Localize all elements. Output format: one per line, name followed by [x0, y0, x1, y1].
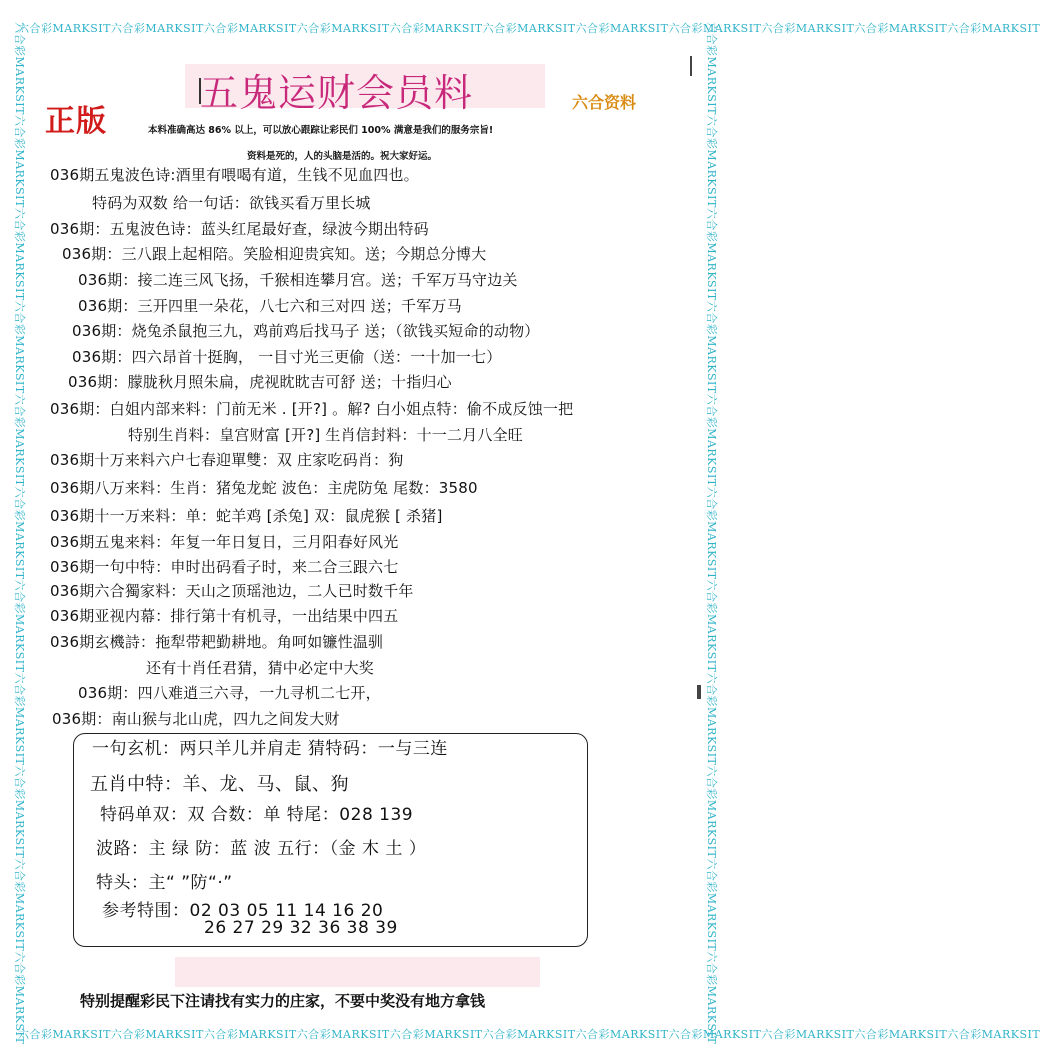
- text-line-15: 036期五鬼来料：年复一年日复日，三月阳春好风光: [50, 533, 399, 551]
- border-top-text: 六合彩MARKSIT六合彩MARKSIT六合彩MARKSIT六合彩MARKSIT六合彩MARKSIT六合彩MARKSIT六合彩MARKSIT六合彩MARKSIT六合彩MARKSIT六合彩MARKSIT六合彩MARKSIT: [18, 22, 1040, 35]
- text-line-19: 036期玄機詩：拖犁带耙勤耕地。角呵如镰性温驯: [50, 633, 384, 651]
- text-line-7: 036期：烧兔杀鼠抱三九，鸡前鸡后找马子 送；（欲钱买短命的动物）: [72, 322, 540, 340]
- box-range-line: 参考特围：02 03 05 11 14 16 20: [102, 901, 384, 921]
- text-line-17: 036期六合獨家料：天山之顶瑶池边，二人已时数千年: [50, 582, 414, 600]
- text-line-4: 036期：三八跟上起相陪。笑脸相迎贵宾知。送；今期总分博大: [62, 245, 487, 263]
- text-line-5: 036期：接二连三风飞扬，千猴相连攀月宫。送；千军万马守边关: [78, 271, 518, 289]
- seal-text: 正版: [45, 104, 107, 139]
- page-title: 五鬼运财会员料: [200, 71, 474, 115]
- text-line-3: 036期：五鬼波色诗：蓝头红尾最好查，绿波今期出特码: [50, 220, 429, 238]
- border-right-text: 六合彩MARKSIT六合彩MARKSIT六合彩MARKSIT六合彩MARKSIT六合彩MARKSIT六合彩MARKSIT六合彩MARKSIT六合彩MARKSIT六合彩MARKSIT六合彩MARKSIT六合彩MARKSIT: [705, 22, 718, 1045]
- text-line-2: 特码为双数 给一句话：欲钱买看万里长城: [92, 194, 371, 212]
- box-riddle-line: 一句玄机：两只羊儿并肩走 猜特码：一与三连: [92, 739, 448, 759]
- text-line-18: 036期亚视内幕：排行第十有机寻，一出结果中四五: [50, 607, 399, 625]
- text-line-21: 036期：四八难逍三六寻，一九寻机二七开，: [78, 684, 381, 702]
- text-line-10: 036期：白姐内部来料：门前无米 . [开?] 。解? 白小姐点特：偷不成反蚀一把: [50, 400, 574, 418]
- box-range-line-2: 26 27 29 32 36 38 39: [204, 918, 398, 938]
- page-subtitle: 六合资料: [572, 93, 637, 112]
- border-left-text: 六合彩MARKSIT六合彩MARKSIT六合彩MARKSIT六合彩MARKSIT六合彩MARKSIT六合彩MARKSIT六合彩MARKSIT六合彩MARKSIT六合彩MARKSIT六合彩MARKSIT六合彩MARKSIT: [13, 22, 26, 1045]
- text-line-13: 036期八万来料：生肖：猪兔龙蛇 波色：主虎防兔 尾数：3580: [50, 479, 478, 497]
- text-line-14: 036期十一万来料：单：蛇羊鸡 [杀兔] 双：鼠虎猴 [ 杀猪]: [50, 507, 443, 525]
- box-wave-line: 波路：主 绿 防：蓝 波 五行：（金 木 土 ）: [96, 839, 427, 859]
- text-line-20: 还有十肖任君猜，猜中必定中大奖: [146, 659, 375, 677]
- footer-background-band: [175, 957, 540, 987]
- box-zodiac-line: 五肖中特：羊、龙、马、鼠、狗: [90, 774, 349, 795]
- text-line-12: 036期十万来料六户七春迎單雙：双 庄家吃码肖：狗: [50, 451, 404, 469]
- text-line-16: 036期一句中特：申时出码看子时，来二合三跟六七: [50, 558, 399, 576]
- notice-line-2: 资料是死的，人的头脑是活的。祝大家好运。: [247, 151, 438, 162]
- box-head-line: 特头：主“ ”防“·”: [96, 873, 233, 893]
- border-bottom-text: 六合彩MARKSIT六合彩MARKSIT六合彩MARKSIT六合彩MARKSIT六合彩MARKSIT六合彩MARKSIT六合彩MARKSIT六合彩MARKSIT六合彩MARKSIT六合彩MARKSIT六合彩MARKSIT: [18, 1028, 1040, 1041]
- text-line-1: 036期五鬼波色诗:酒里有喂喝有道，生钱不见血四也。: [50, 166, 419, 184]
- text-line-22: 036期：南山猴与北山虎，四九之间发大财: [52, 710, 340, 728]
- text-line-11: 特别生肖料：皇宫财富 [开?] 生肖信封料：十一二月八全旺: [128, 426, 524, 444]
- right-edge-mark: [690, 56, 692, 76]
- text-line-8: 036期：四六昂首十挺胸， 一目寸光三更偷（送：一十加一七）: [72, 348, 502, 366]
- text-line-9: 036期：朦胧秋月照朱扁，虎视眈眈吉可舒 送；十指归心: [68, 373, 452, 391]
- box-odd-even-line: 特码单双：双 合数：单 特尾：028 139: [100, 805, 414, 825]
- notice-line-1: 本料准确高达 86% 以上，可以放心跟踪让彩民们 100% 满意是我们的服务宗旨!: [148, 125, 494, 136]
- text-line-6: 036期：三开四里一朵花，八七六和三对四 送；千军万马: [78, 297, 462, 315]
- footer-warning: 特别提醒彩民下注请找有实力的庄家，不要中奖没有地方拿钱: [80, 992, 486, 1010]
- prediction-box: [73, 733, 588, 947]
- right-edge-mark-2: [697, 685, 701, 699]
